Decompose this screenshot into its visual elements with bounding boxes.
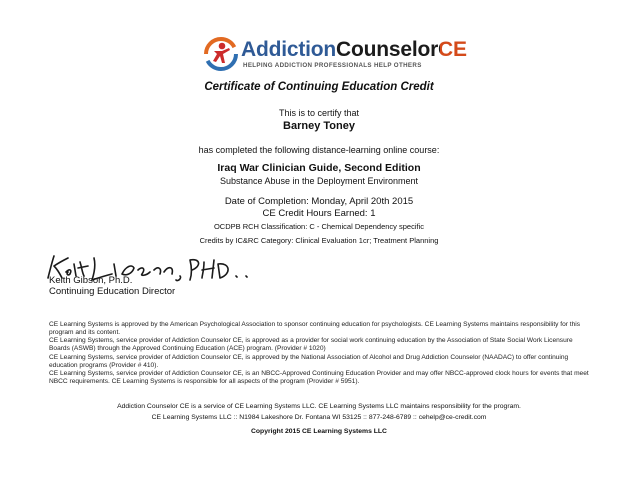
- copyright: Copyright 2015 CE Learning Systems LLC: [251, 428, 387, 435]
- accreditation-apa: CE Learning Systems is approved by the American Psychological Association to sponsor continuing education for psychologists. CE Learning Systems maintains responsibility for this program and its content.: [49, 321, 581, 337]
- certificate-title: Certificate of Continuing Education Credit: [204, 81, 434, 93]
- recipient-name: Barney Toney: [283, 120, 355, 132]
- course-title: Iraq War Clinician Guide, Second Edition: [217, 162, 421, 174]
- accreditation-naadac: CE Learning Systems, service provider of Addiction Counselor CE, is approved by the National Association of Alcohol and Drug Addiction Counselor (NAADAC) to offer continuing education programs (Provider # 410).: [49, 353, 569, 369]
- signer-name: Keith Gibson, Ph.D.: [49, 275, 133, 286]
- accreditation-statements: [49, 321, 589, 386]
- addiction-counselor-logo-icon: [203, 36, 239, 72]
- completion-date: Date of Completion: Monday, April 20th 2015: [224, 196, 414, 207]
- brand-tagline: HELPING ADDICTION PROFESSIONALS HELP OTHERS: [243, 62, 422, 69]
- brand-name: [241, 38, 467, 62]
- brand-logo: [203, 36, 467, 76]
- certify-text: This is to certify that: [278, 108, 360, 118]
- signer-role: Continuing Education Director: [49, 286, 176, 297]
- accreditation-nbcc: CE Learning Systems, service provider of Addiction Counselor CE, is an NBCC-Approved Continuing Education Provider and may offer NBCC-approved clock hours for events that meet NBCC requirements. CE Learning Systems is responsible for all aspects of the program (Provider # 5951).: [49, 369, 589, 386]
- footer-service-line: Addiction Counselor CE is a service of CE Learning Systems LLC. CE Learning Systems LLC maintains responsibility for the program.: [117, 403, 521, 410]
- icrc-credits: Credits by IC&RC Category: Clinical Evaluation 1cr; Treatment Planning: [199, 236, 439, 245]
- signer-block: [49, 275, 175, 297]
- credit-hours: CE Credit Hours Earned: 1: [262, 208, 376, 219]
- completed-text: has completed the following distance-learning online course:: [198, 145, 440, 155]
- ocdpb-classification: OCDPB RCH Classification: C - Chemical Dependency specific: [213, 222, 425, 231]
- course-subtitle: Substance Abuse in the Deployment Environment: [219, 176, 419, 186]
- brand-name-text: AddictionCounselorCE: [241, 38, 467, 61]
- footer-contact-line: CE Learning Systems LLC :: N1984 Lakeshore Dr. Fontana WI 53125 :: 877-248-6789 :: cehelp@ce-credit.com: [151, 414, 487, 421]
- accreditation-aswb: CE Learning Systems, service provider of Addiction Counselor CE, is approved as a provider for social work continuing education by the Association of State Social Work Licensure Boards (ASWB) through the Approved Continuing Education (ACE) program. (Provider # 1020): [49, 337, 573, 353]
